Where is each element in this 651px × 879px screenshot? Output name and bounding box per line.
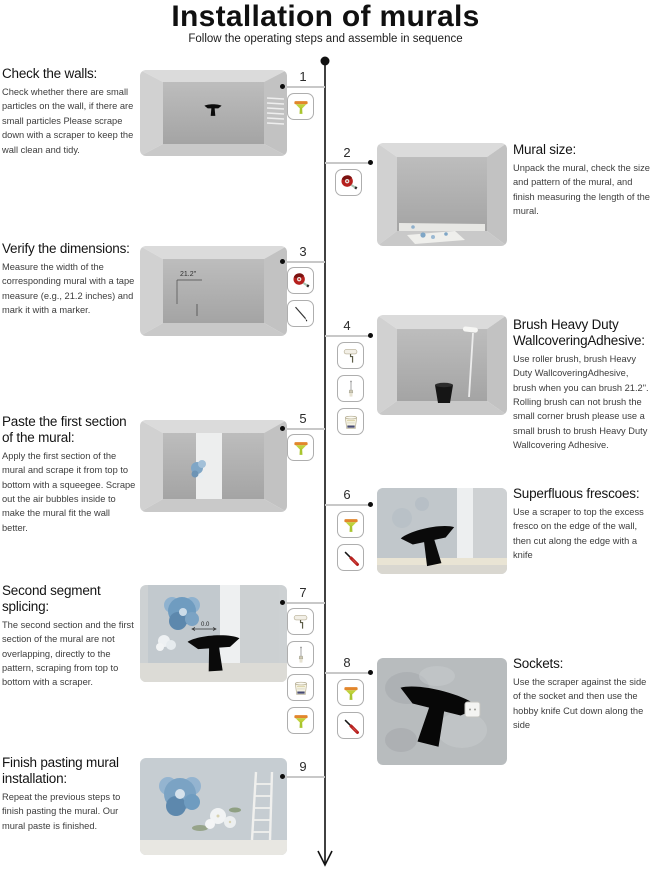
room-image-step-3 <box>140 246 287 336</box>
roller-brush-icon <box>287 608 314 635</box>
knife-icon <box>337 712 364 739</box>
step-title: Mural size: <box>513 142 577 157</box>
connector-line <box>325 672 371 674</box>
step-title: Second segment splicing: <box>2 583 101 614</box>
step-title: Sockets: <box>513 656 564 671</box>
step-body: The second section and the first section of the mural are not overlapping, directly to the pattern, scraping from top to bottom with a scraper. <box>2 619 134 688</box>
step-body: Apply the first section of the mural and scrape it from top to bottom with a squeegee. Scrape out the air bubbles inside to make the mural fit the wall better. <box>2 450 136 533</box>
step-body: Check whether there are small particles on the wall, if there are small particles Please scrape down with a scraper to keep the wall clean and tidy. <box>2 86 134 155</box>
tape-measure-icon <box>287 267 314 294</box>
connector-line <box>282 776 325 778</box>
connector-dot <box>280 774 285 779</box>
room-image-step-8 <box>377 658 507 765</box>
connector-line <box>325 335 371 337</box>
unpasted-strip <box>220 585 240 663</box>
step-body: Use the scraper against the side of the socket and then use the hobby knife Cut down along the side <box>513 676 647 731</box>
page-subtitle: Follow the operating steps and assemble in sequence <box>188 33 463 45</box>
timeline-start-dot <box>321 57 330 66</box>
room-image-step-4 <box>377 315 507 415</box>
room-image-step-6 <box>377 488 507 574</box>
step-number: 6 <box>343 487 351 502</box>
step-body: Use a scraper to top the excess fresco on the edge of the wall, then cut along the edge with a knife <box>513 506 644 561</box>
step-6-text <box>513 486 650 563</box>
connector-line <box>282 86 325 88</box>
step-title: Paste the first section of the mural: <box>2 414 127 445</box>
baseboard <box>377 558 507 565</box>
step-body: Unpack the mural, check the size and pattern of the mural, and finish measuring the length of the mural. <box>513 162 650 217</box>
room-image-step-1 <box>140 70 287 156</box>
connector-dot <box>368 160 373 165</box>
connector-dot <box>280 84 285 89</box>
connector-line <box>282 602 325 604</box>
step-number: 2 <box>343 145 351 160</box>
connector-dot <box>280 426 285 431</box>
timeline-arrow-icon <box>318 851 332 865</box>
step-body: Measure the width of the corresponding mural with a tape measure (e.g., 21.2 inches) and mark it with a marker. <box>2 261 135 316</box>
connector-line <box>325 162 371 164</box>
connector-line <box>282 428 325 430</box>
step-number: 7 <box>299 585 307 600</box>
step-4-text <box>513 317 650 453</box>
step-number: 3 <box>299 244 307 259</box>
step-2-text <box>513 142 650 219</box>
tape-measure-icon <box>335 169 362 196</box>
mural-edge-strip <box>457 488 473 558</box>
squeegee-icon <box>337 511 364 538</box>
small-brush-icon <box>287 641 314 668</box>
step-9-text <box>2 755 136 833</box>
step-number: 5 <box>299 411 307 426</box>
adhesive-bucket-icon <box>337 408 364 435</box>
connector-dot <box>368 502 373 507</box>
page-title: Installation of murals <box>171 0 480 33</box>
squeegee-icon <box>287 707 314 734</box>
seam-gap-label: 0.0 <box>201 622 210 628</box>
adhesive-bucket-icon <box>287 674 314 701</box>
step-title: Verify the dimensions: <box>2 241 130 256</box>
step-7-text <box>2 583 136 690</box>
step-5-text <box>2 414 136 535</box>
small-brush-icon <box>337 375 364 402</box>
step-number: 9 <box>299 759 307 774</box>
connector-dot <box>368 670 373 675</box>
step-title: Brush Heavy Duty WallcoveringAdhesive: <box>513 317 645 348</box>
measurement-label: 21.2" <box>180 271 197 278</box>
connector-dot <box>368 333 373 338</box>
room-image-step-9 <box>140 758 287 855</box>
room-image-step-5 <box>140 420 287 512</box>
adhesive-bucket <box>435 385 453 403</box>
step-body: Repeat the previous steps to finish pasting the mural. Our mural paste is finished. <box>2 791 121 831</box>
marker-icon <box>287 300 314 327</box>
step-title: Finish pasting mural installation: <box>2 755 119 786</box>
step-title: Check the walls: <box>2 66 98 81</box>
connector-line <box>325 504 371 506</box>
step-8-text <box>513 656 650 733</box>
step-number: 4 <box>343 318 351 333</box>
wall-socket <box>465 702 480 717</box>
step-title: Superfluous frescoes: <box>513 486 640 501</box>
step-number: 1 <box>299 69 307 84</box>
squeegee-icon <box>287 434 314 461</box>
connector-dot <box>280 600 285 605</box>
step-1-text <box>2 66 136 157</box>
squeegee-icon <box>337 679 364 706</box>
room-image-step-2 <box>377 143 507 246</box>
step-body: Use roller brush, brush Heavy Duty WallcoveringAdhesive, brush when you can brush 21.2". Rolling brush can not brush the small corner brush please use a small brush to brush Heavy Duty Wallcovering Adhesive. <box>513 353 649 451</box>
connector-line <box>282 261 325 263</box>
step-number: 8 <box>343 655 351 670</box>
roller-brush-icon <box>337 342 364 369</box>
connector-dot <box>280 259 285 264</box>
step-3-text <box>2 241 136 318</box>
room-image-step-7 <box>140 585 287 682</box>
squeegee-icon <box>287 93 314 120</box>
knife-icon <box>337 544 364 571</box>
